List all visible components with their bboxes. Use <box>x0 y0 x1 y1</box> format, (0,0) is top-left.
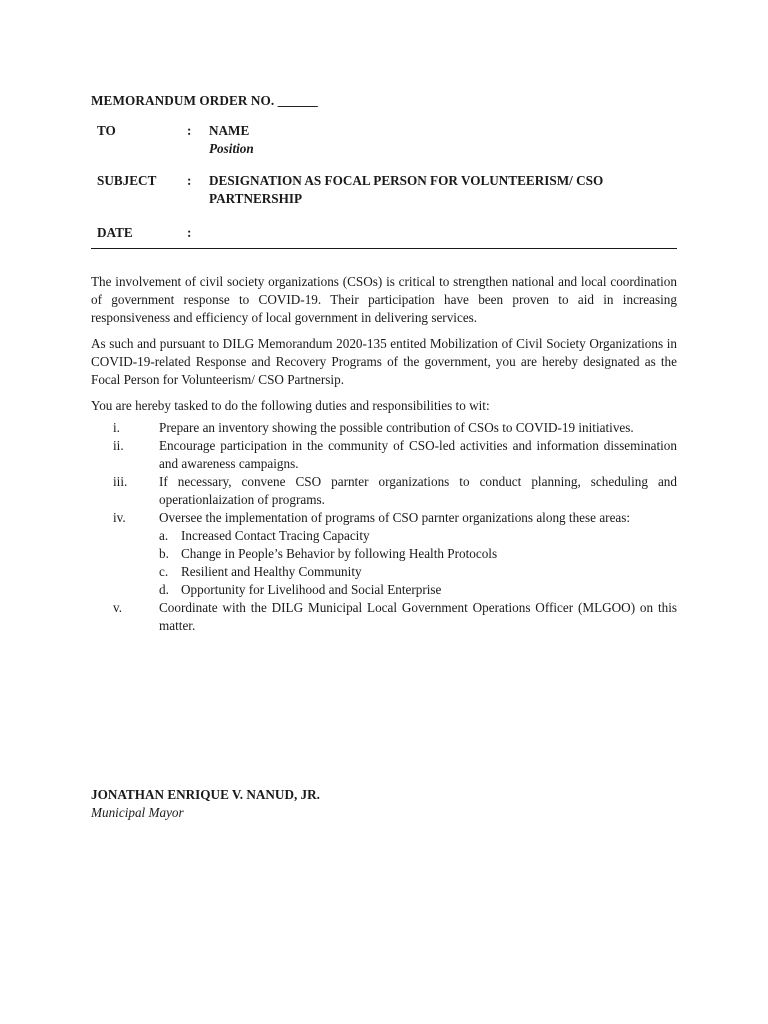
header-row-date <box>97 224 677 242</box>
body-paragraph-1: The involvement of civil society organizations (CSOs) is critical to strengthen national and local coordination of government response to COVID-19. Their participation have been proven to aid in increasing responsiveness and efficiency of local government in delivering services. <box>91 274 677 325</box>
memo-header <box>97 122 677 242</box>
area-text: Resilient and Healthy Community <box>181 564 362 579</box>
to-colon: : <box>187 123 192 138</box>
to-label: TO <box>97 123 116 138</box>
duty-text: Coordinate with the DILG Municipal Local Government Operations Officer (MLGOO) on this matter. <box>159 600 677 633</box>
duties-list <box>91 419 677 635</box>
area-text: Change in People’s Behavior by following Health Protocols <box>181 546 498 561</box>
area-text: Opportunity for Livelihood and Social Enterprise <box>181 582 442 597</box>
signature-block <box>91 786 320 822</box>
duty-item <box>91 419 677 437</box>
date-colon: : <box>187 225 192 240</box>
area-letter: b. <box>159 546 169 561</box>
area-item <box>159 527 677 545</box>
duty-number: i. <box>113 420 120 435</box>
header-row-to <box>97 122 677 158</box>
duty-number: iv. <box>113 510 126 525</box>
duty-item <box>91 509 677 599</box>
signatory-title: Municipal Mayor <box>91 805 184 820</box>
subject-colon: : <box>187 173 192 188</box>
date-label: DATE <box>97 225 133 240</box>
area-letter: c. <box>159 564 169 579</box>
areas-list <box>159 527 677 599</box>
to-position: Position <box>209 141 254 156</box>
duty-number: iii. <box>113 474 128 489</box>
area-item <box>159 563 677 581</box>
to-name: NAME <box>209 123 250 138</box>
duty-text: If necessary, convene CSO parnter organizations to conduct planning, scheduling and operationlaization of programs. <box>159 474 677 507</box>
duty-number: ii. <box>113 438 124 453</box>
duties-intro: You are hereby tasked to do the following duties and responsibilities to wit: <box>91 398 490 413</box>
duty-item <box>91 437 677 473</box>
duty-text: Oversee the implementation of programs of CSO parnter organizations along these areas: <box>159 510 631 525</box>
subject-label: SUBJECT <box>97 173 157 188</box>
memo-title: MEMORANDUM ORDER NO. ______ <box>91 93 318 108</box>
area-item <box>159 545 677 563</box>
to-value <box>209 122 677 158</box>
area-text: Increased Contact Tracing Capacity <box>181 528 370 543</box>
duty-item <box>91 599 677 635</box>
area-letter: a. <box>159 528 169 543</box>
header-row-subject <box>97 172 677 208</box>
body-paragraph-2: As such and pursuant to DILG Memorandum 2020-135 entited Mobilization of Civil Society Organizations in COVID-19-related Response and Recovery Programs of the government, you are hereby designated as the Focal Person for Volunteerism/ CSO Partnersip. <box>91 336 677 387</box>
duty-number: v. <box>113 600 123 615</box>
duty-text: Encourage participation in the community of CSO-led activities and information dissemination and awareness campaigns. <box>159 438 677 471</box>
duty-text-block <box>159 509 677 599</box>
area-item <box>159 581 677 599</box>
area-letter: d. <box>159 582 169 597</box>
header-divider <box>91 248 677 249</box>
subject-value: DESIGNATION AS FOCAL PERSON FOR VOLUNTEERISM/ CSO PARTNERSHIP <box>209 173 604 206</box>
signatory-name: JONATHAN ENRIQUE V. NANUD, JR. <box>91 787 320 802</box>
duty-item <box>91 473 677 509</box>
duty-text: Prepare an inventory showing the possible contribution of CSOs to COVID-19 initiatives. <box>159 420 634 435</box>
